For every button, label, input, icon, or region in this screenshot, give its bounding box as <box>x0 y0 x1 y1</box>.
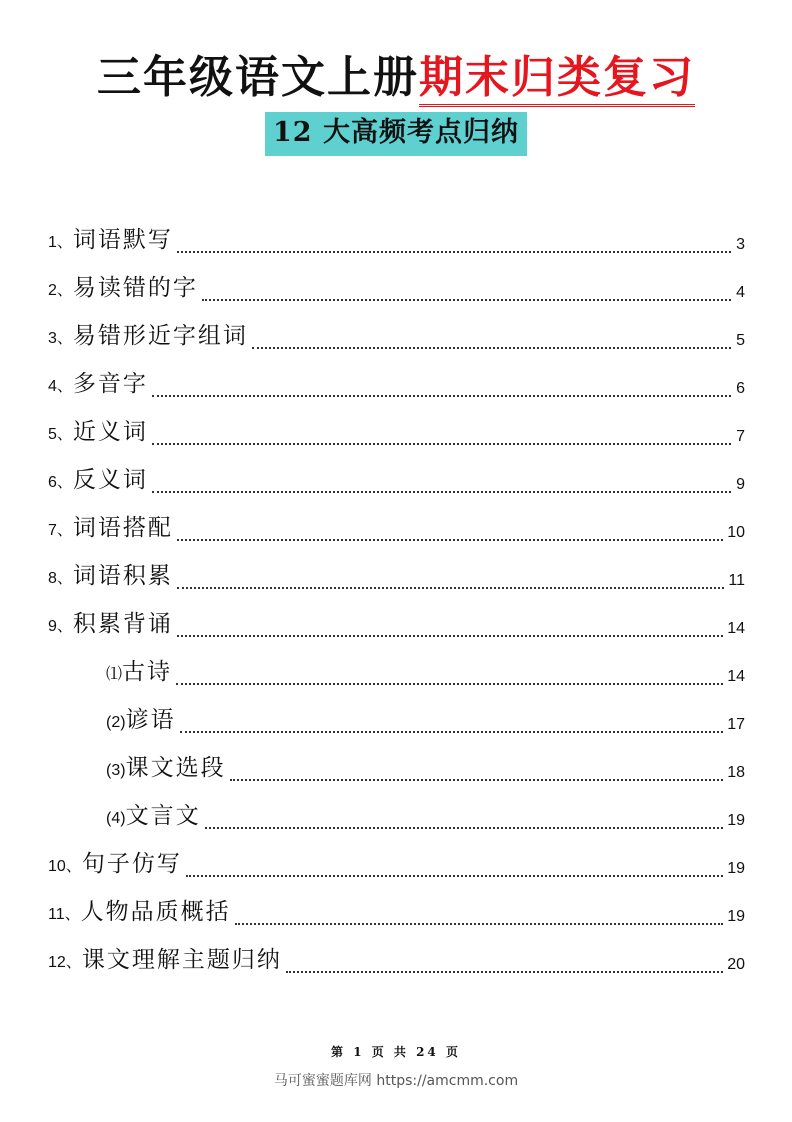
toc-entry-label <box>48 513 173 546</box>
toc-entry-text: 词语积累 <box>72 563 173 589</box>
toc-page-number: 19 <box>727 812 745 829</box>
toc-entry-text: 多音字 <box>72 371 148 397</box>
toc-page-number: 14 <box>727 668 745 685</box>
toc-entry-label <box>48 465 148 498</box>
toc-entry-number: 4、 <box>48 378 73 395</box>
toc-entry-number: (4) <box>106 810 126 827</box>
toc-entry-label <box>48 945 282 978</box>
toc-entry <box>48 402 745 450</box>
dot-leader <box>230 778 724 781</box>
toc-entry-text: 人物品质概括 <box>80 899 231 925</box>
toc-entry-text: 古诗 <box>122 659 173 685</box>
toc-page-number: 18 <box>727 764 745 781</box>
toc-entry-text: 易读错的字 <box>72 275 198 301</box>
toc-subentry <box>48 690 745 738</box>
toc-entry-label <box>48 753 226 786</box>
toc-entry-number: ⑴ <box>106 666 123 683</box>
toc-subentry <box>48 738 745 786</box>
toc-entry-text: 课文选段 <box>125 755 226 781</box>
toc-page-number: 3 <box>736 236 745 253</box>
dot-leader <box>152 442 731 445</box>
toc-entry-label <box>48 849 182 882</box>
dot-leader <box>252 346 731 349</box>
subtitle-banner: 12 大高频考点归纳 <box>265 112 527 156</box>
toc-page-number: 6 <box>736 380 745 397</box>
toc-entry-label <box>48 321 248 354</box>
toc-entry-text: 句子仿写 <box>81 851 182 877</box>
toc-entry-text: 反义词 <box>72 467 148 493</box>
dot-leader <box>202 298 731 301</box>
toc-entry <box>48 258 745 306</box>
dot-leader <box>177 586 724 589</box>
dot-leader <box>152 394 731 397</box>
toc-entry-text: 词语搭配 <box>72 515 173 541</box>
toc-entry-label <box>48 705 176 738</box>
toc-entry-label <box>48 273 198 306</box>
dot-leader <box>235 922 724 925</box>
toc-entry-text: 词语默写 <box>72 227 173 253</box>
toc-entry-number: (3) <box>106 762 126 779</box>
dot-leader <box>177 250 731 253</box>
toc-entry-number: 5、 <box>48 426 73 443</box>
toc-entry-text: 易错形近字组词 <box>72 323 248 349</box>
toc-entry <box>48 546 745 594</box>
document-title <box>0 50 792 107</box>
toc-page-number: 14 <box>727 620 745 637</box>
toc-page-number: 17 <box>727 716 745 733</box>
title-accent: 期末归类复习 <box>419 53 695 107</box>
toc-entry-number: 7、 <box>48 522 73 539</box>
toc-entry <box>48 306 745 354</box>
toc-entry-text: 近义词 <box>72 419 148 445</box>
dot-leader <box>180 730 724 733</box>
toc-subentry <box>48 642 745 690</box>
dot-leader <box>177 634 723 637</box>
toc-page-number: 19 <box>727 860 745 877</box>
toc-entry-label <box>48 561 173 594</box>
title-main: 三年级语文上册 <box>97 52 419 103</box>
dot-leader <box>205 826 724 829</box>
toc-entry-number: (2) <box>106 714 126 731</box>
toc-entry-label <box>48 657 172 690</box>
toc-entry-number: 8、 <box>48 570 73 587</box>
toc-entry <box>48 834 745 882</box>
dot-leader <box>176 682 723 685</box>
table-of-contents <box>48 210 745 978</box>
toc-entry-number: 2、 <box>48 282 73 299</box>
toc-subentry <box>48 786 745 834</box>
toc-entry <box>48 450 745 498</box>
toc-entry <box>48 354 745 402</box>
toc-entry-number: 10、 <box>48 858 82 875</box>
toc-page-number: 5 <box>736 332 745 349</box>
toc-entry-text: 课文理解主题归纳 <box>81 947 282 973</box>
page-number-footer: 第 1 页 共 24 页 <box>331 1045 461 1059</box>
toc-entry-number: 3、 <box>48 330 73 347</box>
toc-page-number: 9 <box>736 476 745 493</box>
toc-entry-text: 积累背诵 <box>72 611 173 637</box>
dot-leader <box>186 874 723 877</box>
toc-entry <box>48 930 745 978</box>
toc-entry-label <box>48 417 148 450</box>
toc-entry-label <box>48 225 173 258</box>
toc-entry-text: 文言文 <box>125 803 201 829</box>
toc-entry-number: 6、 <box>48 474 73 491</box>
toc-page-number: 19 <box>727 908 745 925</box>
toc-entry-number: 11、 <box>48 906 81 923</box>
toc-entry-number: 9、 <box>48 618 73 635</box>
toc-page-number: 4 <box>736 284 745 301</box>
toc-entry <box>48 594 745 642</box>
toc-entry <box>48 498 745 546</box>
toc-entry-number: 12、 <box>48 954 82 971</box>
toc-entry-label <box>48 897 231 930</box>
toc-entry-label <box>48 801 201 834</box>
subtitle-container <box>0 112 792 156</box>
toc-page-number: 7 <box>736 428 745 445</box>
toc-entry-label <box>48 609 173 642</box>
dot-leader <box>286 970 723 973</box>
website-watermark: 马可蜜蜜题库网 https://amcmm.com <box>273 1073 519 1089</box>
dot-leader <box>152 490 731 493</box>
toc-entry-number: 1、 <box>48 234 73 251</box>
toc-page-number: 20 <box>727 956 745 973</box>
toc-page-number: 10 <box>727 524 745 541</box>
toc-entry-text: 谚语 <box>125 707 176 733</box>
dot-leader <box>177 538 723 541</box>
toc-entry-label <box>48 369 148 402</box>
toc-entry <box>48 882 745 930</box>
toc-page-number: 11 <box>728 572 745 589</box>
toc-entry <box>48 210 745 258</box>
